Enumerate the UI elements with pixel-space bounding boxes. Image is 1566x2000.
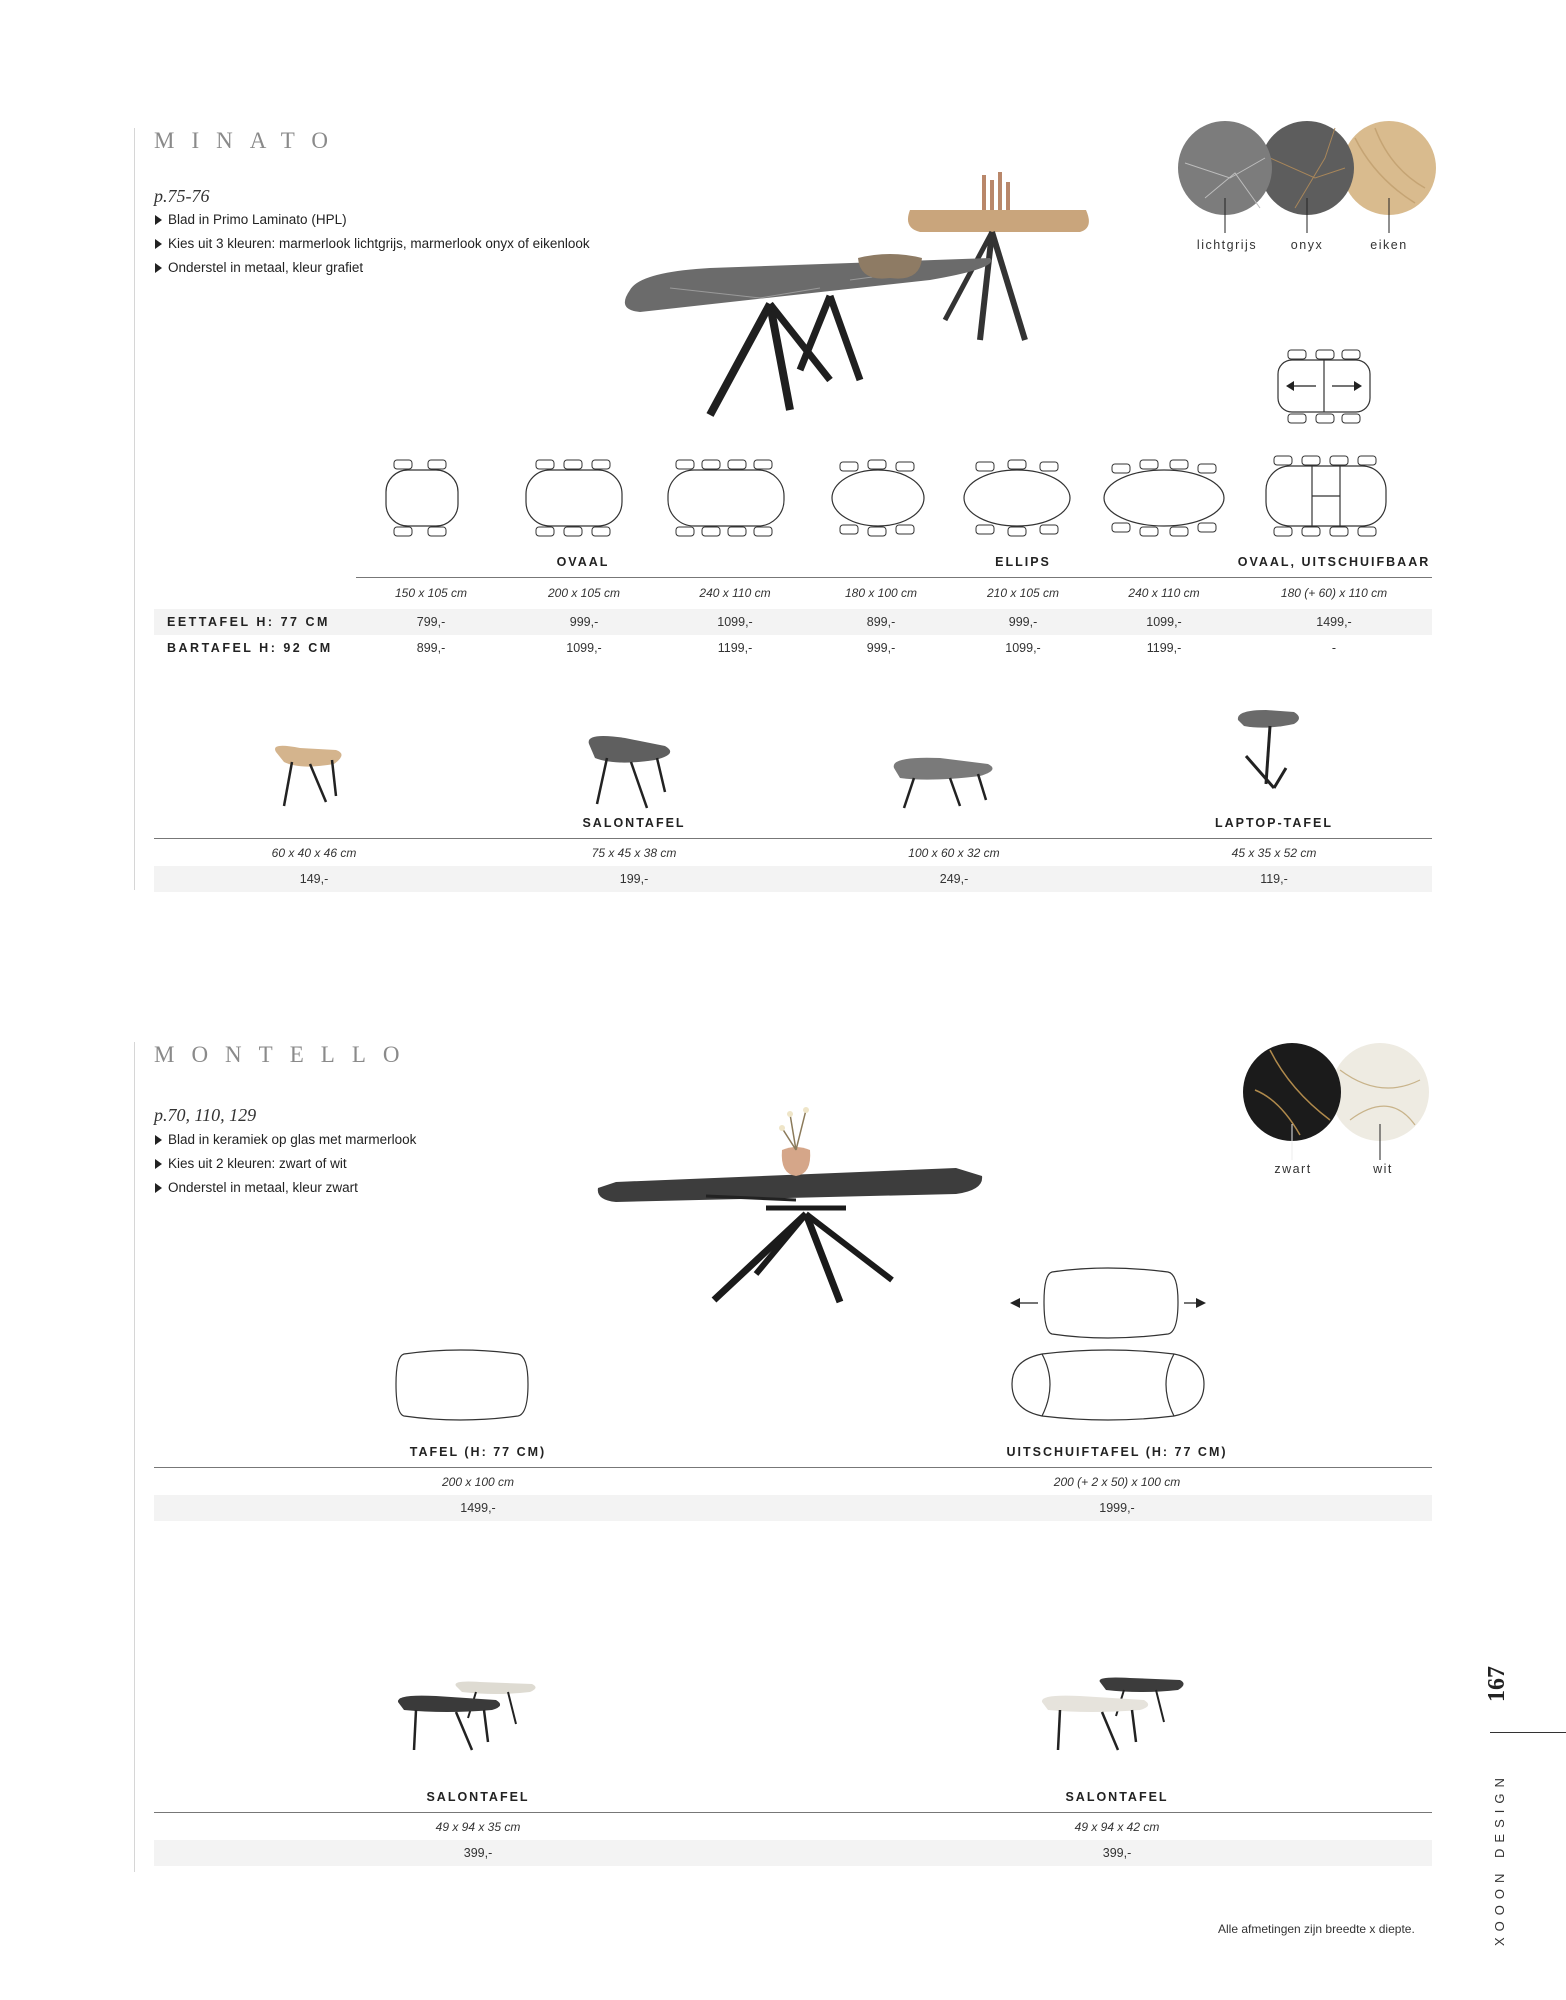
salontafel-large-image bbox=[890, 756, 1000, 812]
montello-salontafel-white-image bbox=[1040, 1676, 1186, 1752]
dimension-cell: 200 x 105 cm bbox=[547, 586, 621, 600]
row-label-bartafel: BARTAFEL H: 92 CM bbox=[167, 641, 333, 655]
table-divider bbox=[154, 838, 1432, 839]
series-title-minato: MINATO bbox=[154, 128, 346, 153]
table-shape-icon-ovaal-uitschuifbaar bbox=[1264, 454, 1388, 538]
price-cell: 999,- bbox=[569, 615, 599, 629]
table-shape-icon-ellips-210 bbox=[962, 458, 1072, 538]
price-cell: 249,- bbox=[939, 872, 969, 886]
section-rule-montello bbox=[134, 1042, 135, 1872]
row-label-eettafel: EETTAFEL H: 77 CM bbox=[167, 615, 330, 629]
price-cell: 799,- bbox=[416, 615, 446, 629]
column-header-tafel: TAFEL (H: 77 CM) bbox=[409, 1445, 547, 1459]
table-shape-icon-tafel bbox=[394, 1350, 530, 1420]
uitschuiftafel-shape-icon bbox=[1008, 1350, 1208, 1420]
price-cell: 1099,- bbox=[1005, 641, 1041, 655]
dimension-cell: 45 x 35 x 52 cm bbox=[1231, 846, 1317, 860]
price-cell: 1199,- bbox=[1146, 641, 1182, 655]
laptop-tafel-image bbox=[1236, 708, 1306, 796]
color-swatches-minato bbox=[1175, 118, 1445, 218]
side-divider bbox=[1490, 1732, 1566, 1733]
price-cell: 999,- bbox=[1008, 615, 1038, 629]
salontafel-medium-image bbox=[585, 732, 675, 812]
page-reference-montello: p.70, 110, 129 bbox=[154, 1105, 257, 1125]
extendable-table-icon bbox=[1276, 348, 1376, 426]
price-cell: 1199,- bbox=[717, 641, 753, 655]
column-header-ellips: ELLIPS bbox=[995, 555, 1051, 569]
dimension-cell: 49 x 94 x 35 cm bbox=[435, 1820, 521, 1834]
price-cell: 899,- bbox=[866, 615, 896, 629]
column-header-uitschuiftafel: UITSCHUIFTAFEL (H: 77 CM) bbox=[1006, 1445, 1228, 1459]
feature-item: Kies uit 3 kleuren: marmerlook lichtgrijs, marmerlook onyx of eikenlook bbox=[154, 232, 590, 256]
dimension-cell: 75 x 45 x 38 cm bbox=[591, 846, 677, 860]
price-cell: 1999,- bbox=[1099, 1501, 1135, 1515]
swatch-label: eiken bbox=[1370, 238, 1408, 252]
price-cell: 1099,- bbox=[1146, 615, 1182, 629]
feature-item: Blad in keramiek op glas met marmerlook bbox=[154, 1128, 416, 1152]
price-cell: 1499,- bbox=[1316, 615, 1352, 629]
price-cell: 1499,- bbox=[460, 1501, 496, 1515]
table-shape-icon-ellips-240 bbox=[1102, 458, 1226, 538]
swatch-label: lichtgrijs bbox=[1196, 238, 1258, 252]
table-row-band bbox=[154, 1840, 1432, 1866]
table-row-band bbox=[154, 609, 1432, 635]
dimension-cell: 180 x 100 cm bbox=[844, 586, 918, 600]
column-header-ovaal-uitschuifbaar: OVAAL, UITSCHUIFBAAR bbox=[1237, 555, 1431, 569]
price-cell: 119,- bbox=[1260, 872, 1288, 886]
dimension-cell: 60 x 40 x 46 cm bbox=[271, 846, 357, 860]
table-row-band bbox=[154, 1495, 1432, 1521]
feature-item: Blad in Primo Laminato (HPL) bbox=[154, 208, 590, 232]
table-shape-icon-ovaal-240 bbox=[666, 458, 786, 538]
swatch-label: onyx bbox=[1290, 238, 1324, 252]
swatch-label: wit bbox=[1373, 1162, 1393, 1176]
price-cell: 899,- bbox=[416, 641, 446, 655]
swatch-label: zwart bbox=[1274, 1162, 1312, 1176]
dimension-cell: 240 x 110 cm bbox=[1128, 586, 1200, 600]
page-number: 167 bbox=[1484, 1666, 1510, 1702]
minato-dining-table-image bbox=[620, 170, 1100, 430]
dimension-cell: 200 x 100 cm bbox=[441, 1475, 515, 1489]
price-cell: 1099,- bbox=[717, 615, 753, 629]
feature-item: Kies uit 2 kleuren: zwart of wit bbox=[154, 1152, 416, 1176]
column-header-ovaal: OVAAL bbox=[556, 555, 610, 569]
montello-salontafel-black-image bbox=[396, 1680, 538, 1752]
dimension-cell: 200 (+ 2 x 50) x 100 cm bbox=[1053, 1475, 1181, 1489]
table-divider bbox=[154, 1467, 1432, 1468]
page-reference-minato: p.75-76 bbox=[154, 186, 210, 206]
price-cell: 1099,- bbox=[566, 641, 602, 655]
uitschuiftafel-extended-icon bbox=[1008, 1268, 1204, 1338]
series-title-montello: MONTELLO bbox=[154, 1042, 417, 1067]
montello-dining-table-image bbox=[596, 1104, 996, 1314]
column-header-salontafel: SALONTAFEL bbox=[1065, 1790, 1169, 1804]
price-cell: 149,- bbox=[299, 872, 329, 886]
dimension-cell: 210 x 105 cm bbox=[986, 586, 1060, 600]
footnote: Alle afmetingen zijn breedte x diepte. bbox=[1218, 1922, 1415, 1936]
brand-name: XOOON DESIGN bbox=[1492, 1772, 1507, 1946]
section-rule-minato bbox=[134, 128, 135, 890]
salontafel-small-image bbox=[270, 740, 350, 810]
feature-list-minato bbox=[154, 208, 590, 280]
table-shape-icon-ellips-180 bbox=[830, 458, 926, 538]
price-cell: - bbox=[1331, 641, 1337, 655]
price-cell: 999,- bbox=[866, 641, 896, 655]
table-shape-icon-ovaal-200 bbox=[524, 458, 624, 538]
dimension-cell: 49 x 94 x 42 cm bbox=[1074, 1820, 1160, 1834]
feature-item: Onderstel in metaal, kleur grafiet bbox=[154, 256, 590, 280]
table-shape-icon-ovaal-150 bbox=[382, 458, 462, 538]
dimension-cell: 100 x 60 x 32 cm bbox=[908, 846, 1000, 860]
price-cell: 399,- bbox=[1102, 1846, 1132, 1860]
dimension-cell: 240 x 110 cm bbox=[699, 586, 771, 600]
feature-list-montello bbox=[154, 1128, 416, 1200]
table-divider bbox=[154, 1812, 1432, 1813]
dimension-cell: 180 (+ 60) x 110 cm bbox=[1280, 586, 1388, 600]
column-header-salontafel: SALONTAFEL bbox=[426, 1790, 530, 1804]
price-cell: 399,- bbox=[463, 1846, 493, 1860]
column-header-laptop-tafel: LAPTOP-TAFEL bbox=[1215, 816, 1333, 830]
column-header-salontafel: SALONTAFEL bbox=[582, 816, 686, 830]
price-cell: 199,- bbox=[619, 872, 649, 886]
dimension-cell: 150 x 105 cm bbox=[394, 586, 468, 600]
color-swatches-montello bbox=[1240, 1040, 1440, 1165]
table-divider bbox=[356, 577, 1432, 578]
feature-item: Onderstel in metaal, kleur zwart bbox=[154, 1176, 416, 1200]
